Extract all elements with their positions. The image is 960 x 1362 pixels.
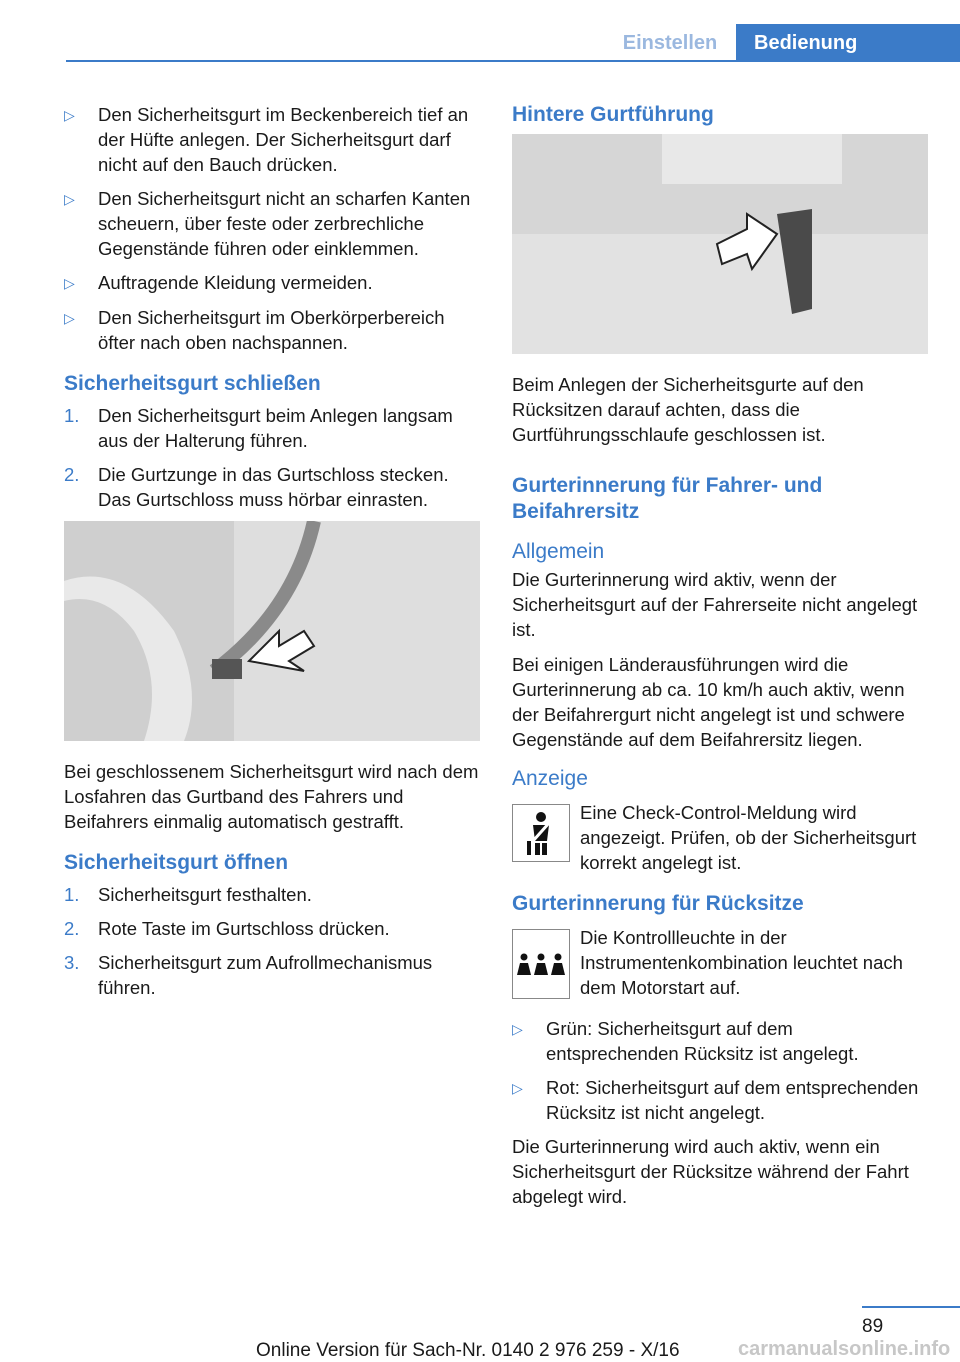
list-item: ▷ Rot: Sicherheitsgurt auf dem entsprechenden Rücksitz ist nicht angelegt. bbox=[512, 1077, 919, 1123]
list-item: 2. Rote Taste im Gurtschloss drücken. bbox=[64, 918, 390, 939]
right-column bbox=[512, 102, 930, 1219]
triangle-bullet-icon: ▷ bbox=[64, 275, 75, 291]
list-item: ▷ Den Sicherheitsgurt im Beckenbereich tief an der Hüfte anlegen. Der Sicherheitsgurt darf nicht auf den Bauch drücken. bbox=[64, 104, 469, 175]
rear-reminder-block: Die Kontrollleuchte in der Instrumentenkombination leuchtet nach dem Motorstart auf. bbox=[512, 925, 930, 1000]
triangle-bullet-icon: ▷ bbox=[64, 107, 75, 123]
left-column bbox=[64, 102, 482, 1009]
heading-reminder: Gurterinnerung für Fahrer- und Beifahrersitz bbox=[512, 474, 823, 523]
triangle-bullet-icon: ▷ bbox=[512, 1080, 523, 1096]
heading-allgemein: Allgemein bbox=[512, 540, 605, 563]
list-item: ▷ Auftragende Kleidung vermeiden. bbox=[64, 270, 482, 296]
rear-belt-guide-photo bbox=[512, 134, 928, 354]
list-item: 1. Den Sicherheitsgurt beim Anlegen langsam aus der Halterung führen. bbox=[64, 405, 453, 451]
triangle-bullet-icon: ▷ bbox=[64, 191, 75, 207]
paragraph: Die Gurterinnerung wird aktiv, wenn der Sicherheitsgurt auf der Fahrerseite nicht angelegt ist. bbox=[512, 569, 918, 640]
list-item: ▷ Den Sicherheitsgurt nicht an scharfen Kanten scheuern, über feste oder zerbrechliche Gegenstände führen oder einklemmen. bbox=[64, 188, 471, 259]
paragraph: Beim Anlegen der Sicherheitsgurte auf den Rücksitzen darauf achten, dass die Gurtführungsschlaufe geschlossen ist. bbox=[512, 374, 864, 445]
list-item: ▷ Grün: Sicherheitsgurt auf dem entsprechenden Rücksitz ist angelegt. bbox=[512, 1018, 859, 1064]
list-item: 1. Sicherheitsgurt festhalten. bbox=[64, 884, 312, 905]
paragraph: Die Gurterinnerung wird auch aktiv, wenn ein Sicherheitsgurt der Rücksitze während der Fahrt abgelegt wird. bbox=[512, 1136, 909, 1207]
heading-rear: Hintere Gurtführung bbox=[512, 103, 714, 126]
list-item: 2. Die Gurtzunge in das Gurtschloss stecken. Das Gurtschloss muss hörbar einrasten. bbox=[64, 464, 449, 510]
heading-anzeige: Anzeige bbox=[512, 767, 588, 790]
seatbelt-buckle-photo bbox=[64, 521, 480, 741]
triangle-bullet-icon: ▷ bbox=[64, 310, 75, 326]
list-item: ▷ Den Sicherheitsgurt im Oberkörperbereich öfter nach oben nachspannen. bbox=[64, 307, 445, 353]
footer-rule bbox=[862, 1306, 960, 1308]
page-number: 89 bbox=[862, 1316, 884, 1337]
list-item: 3. Sicherheitsgurt zum Aufrollmechanismus führen. bbox=[64, 952, 433, 998]
paragraph: Bei geschlossenem Sicherheitsgurt wird nach dem Losfahren das Gurtband des Fahrers und Beifahrers einmalig automatisch gestrafft. bbox=[64, 761, 479, 832]
heading-rear-reminder: Gurterinnerung für Rücksitze bbox=[512, 892, 804, 915]
tab-einstellen[interactable]: Einstellen bbox=[622, 31, 718, 54]
footer-text: Online Version für Sach-Nr. 0140 2 976 259 - X/16 bbox=[256, 1340, 680, 1361]
rear-seat-occupants-icon bbox=[512, 929, 570, 999]
heading-open: Sicherheitsgurt öffnen bbox=[64, 851, 289, 874]
seatbelt-warning-icon bbox=[512, 804, 570, 862]
anzeige-block: Eine Check-Control-Meldung wird angezeigt. Prüfen, ob der Sicherheitsgurt korrekt angelegt ist. bbox=[512, 800, 930, 875]
watermark: carmanualsonline.info bbox=[738, 1338, 951, 1360]
paragraph: Bei einigen Länderausführungen wird die Gurterinnerung ab ca. 10 km/h auch aktiv, wenn der Beifahrergurt nicht angelegt ist und schwere Gegenstände auf dem Beifahrersitz liegen. bbox=[512, 654, 905, 750]
heading-close: Sicherheitsgurt schließen bbox=[64, 372, 321, 395]
triangle-bullet-icon: ▷ bbox=[512, 1021, 523, 1037]
tab-bedienung[interactable]: Bedienung bbox=[736, 24, 960, 62]
